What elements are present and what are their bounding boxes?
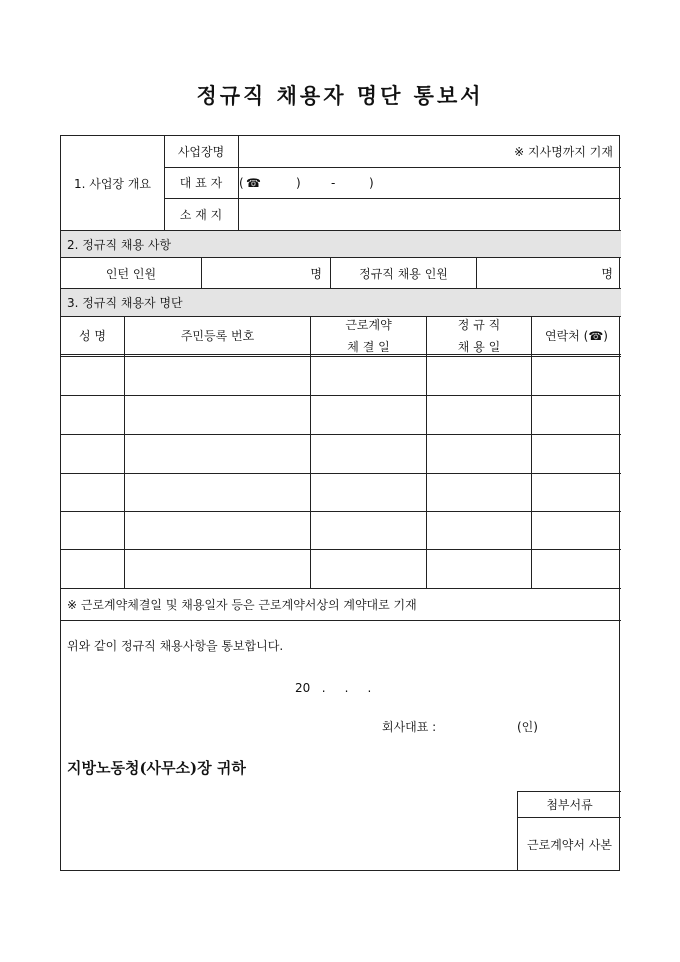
table-note: ※ 근로계약체결일 및 채용일자 등은 근로계약서상의 계약대로 기재 <box>67 598 417 612</box>
attachment-header: 첨부서류 <box>546 798 593 812</box>
statement-text: 위와 같이 정규직 채용사항을 통보합니다. <box>67 638 284 653</box>
intern-label: 인턴 인원 <box>105 266 157 281</box>
section1-label: 1. 사업장 개요 <box>73 176 152 191</box>
address-field[interactable] <box>239 198 621 230</box>
document-title: 정규직 채용자 명단 통보서 <box>196 83 484 108</box>
col-contract-date: 근로계약 체 결 일 <box>345 317 392 354</box>
regular-count-field[interactable]: 명 <box>601 266 613 281</box>
intern-count-field[interactable]: 명 <box>310 266 322 281</box>
regular-label: 정규직 채용 인원 <box>359 266 448 281</box>
col-contact: 연락처 ( ☎ ) <box>545 328 608 343</box>
business-name-note: ※ 지사명까지 기재 <box>514 145 613 159</box>
seal-mark: (인) <box>517 719 538 734</box>
signature-label: 회사대표 : <box>382 719 437 734</box>
representative-field[interactable]: ( ☎ ) - ) <box>239 175 374 190</box>
table-row[interactable] <box>61 474 621 511</box>
table-row[interactable] <box>61 357 621 395</box>
date-field[interactable]: 20 . . . <box>295 681 372 695</box>
representative-label: 대 표 자 <box>179 176 223 190</box>
table-row[interactable] <box>61 512 621 549</box>
col-rrn: 주민등록 번호 <box>180 329 255 343</box>
form-table <box>60 135 620 871</box>
section2-header: 2. 정규직 채용 사항 <box>67 237 172 252</box>
recipient: 지방노동청(사무소)장 귀하 <box>67 758 246 777</box>
section3-header: 3. 정규직 채용자 명단 <box>67 296 183 310</box>
table-row[interactable] <box>61 550 621 588</box>
table-row[interactable] <box>61 435 621 473</box>
address-label: 소 재 지 <box>179 207 223 222</box>
phone-icon: ☎ <box>246 175 261 190</box>
col-hire-date: 정 규 직 채 용 일 <box>457 317 501 354</box>
attachment-item: 근로계약서 사본 <box>527 838 612 852</box>
business-name-label: 사업장명 <box>177 145 225 159</box>
col-name: 성 명 <box>79 329 106 343</box>
phone-icon: ☎ <box>588 328 604 343</box>
table-row[interactable] <box>61 396 621 434</box>
